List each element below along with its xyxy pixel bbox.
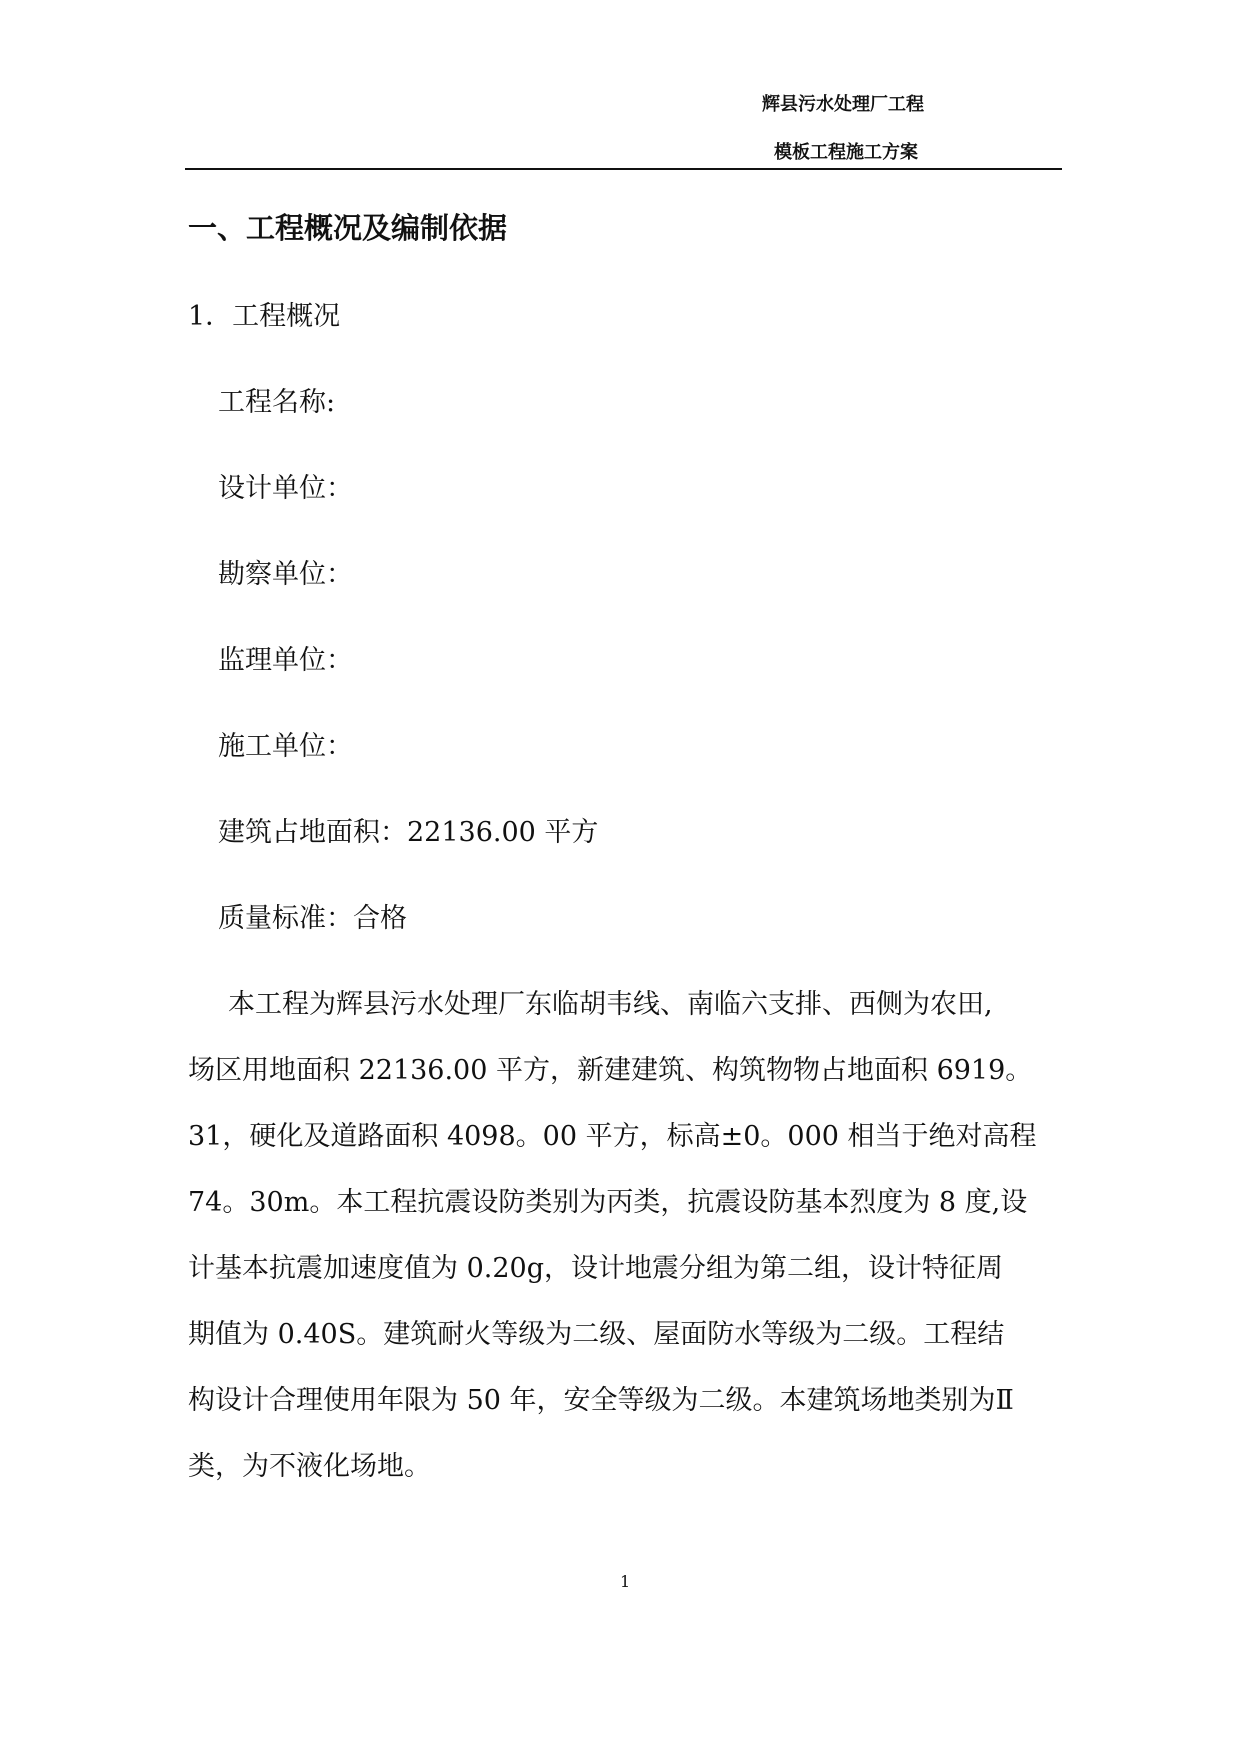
header-divider <box>185 168 1062 170</box>
field-project-name: 工程名称: <box>218 387 336 418</box>
paragraph-line: 构设计合理使用年限为 50 年，安全等级为二级。本建筑场地类别为Ⅱ <box>188 1385 1014 1416</box>
field-construction-unit: 施工单位： <box>218 731 353 762</box>
paragraph-line: 74。30m。本工程抗震设防类别为丙类，抗震设防基本烈度为 8 度,设 <box>188 1187 1028 1218</box>
header-project-title: 辉县污水处理厂工程 <box>762 94 924 115</box>
paragraph-line: 类，为不液化场地。 <box>188 1451 431 1482</box>
field-building-area: 建筑占地面积：22136.00 平方 <box>218 817 599 848</box>
paragraph-line: 本工程为辉县污水处理厂东临胡韦线、南临六支排、西侧为农田, <box>228 989 993 1020</box>
field-supervision-unit: 监理单位： <box>218 645 353 676</box>
paragraph-line: 期值为 0.40S。建筑耐火等级为二级、屋面防水等级为二级。工程结 <box>188 1319 1005 1350</box>
field-quality-standard: 质量标准：合格 <box>218 903 407 934</box>
section-heading: 一、工程概况及编制依据 <box>188 211 508 245</box>
paragraph-line: 场区用地面积 22136.00 平方，新建建筑、构筑物物占地面积 6919。 <box>188 1055 1033 1086</box>
paragraph-line: 计基本抗震加速度值为 0.20g，设计地震分组为第二组，设计特征周 <box>188 1253 1003 1284</box>
page-number: 1 <box>620 1572 631 1591</box>
field-design-unit: 设计单位： <box>218 473 353 504</box>
header-document-title: 模板工程施工方案 <box>774 142 918 163</box>
paragraph-line: 31，硬化及道路面积 4098。00 平方，标高±0。000 相当于绝对高程 <box>188 1121 1037 1152</box>
subsection-heading: 1．工程概况 <box>188 301 341 332</box>
field-survey-unit: 勘察单位： <box>218 559 353 590</box>
